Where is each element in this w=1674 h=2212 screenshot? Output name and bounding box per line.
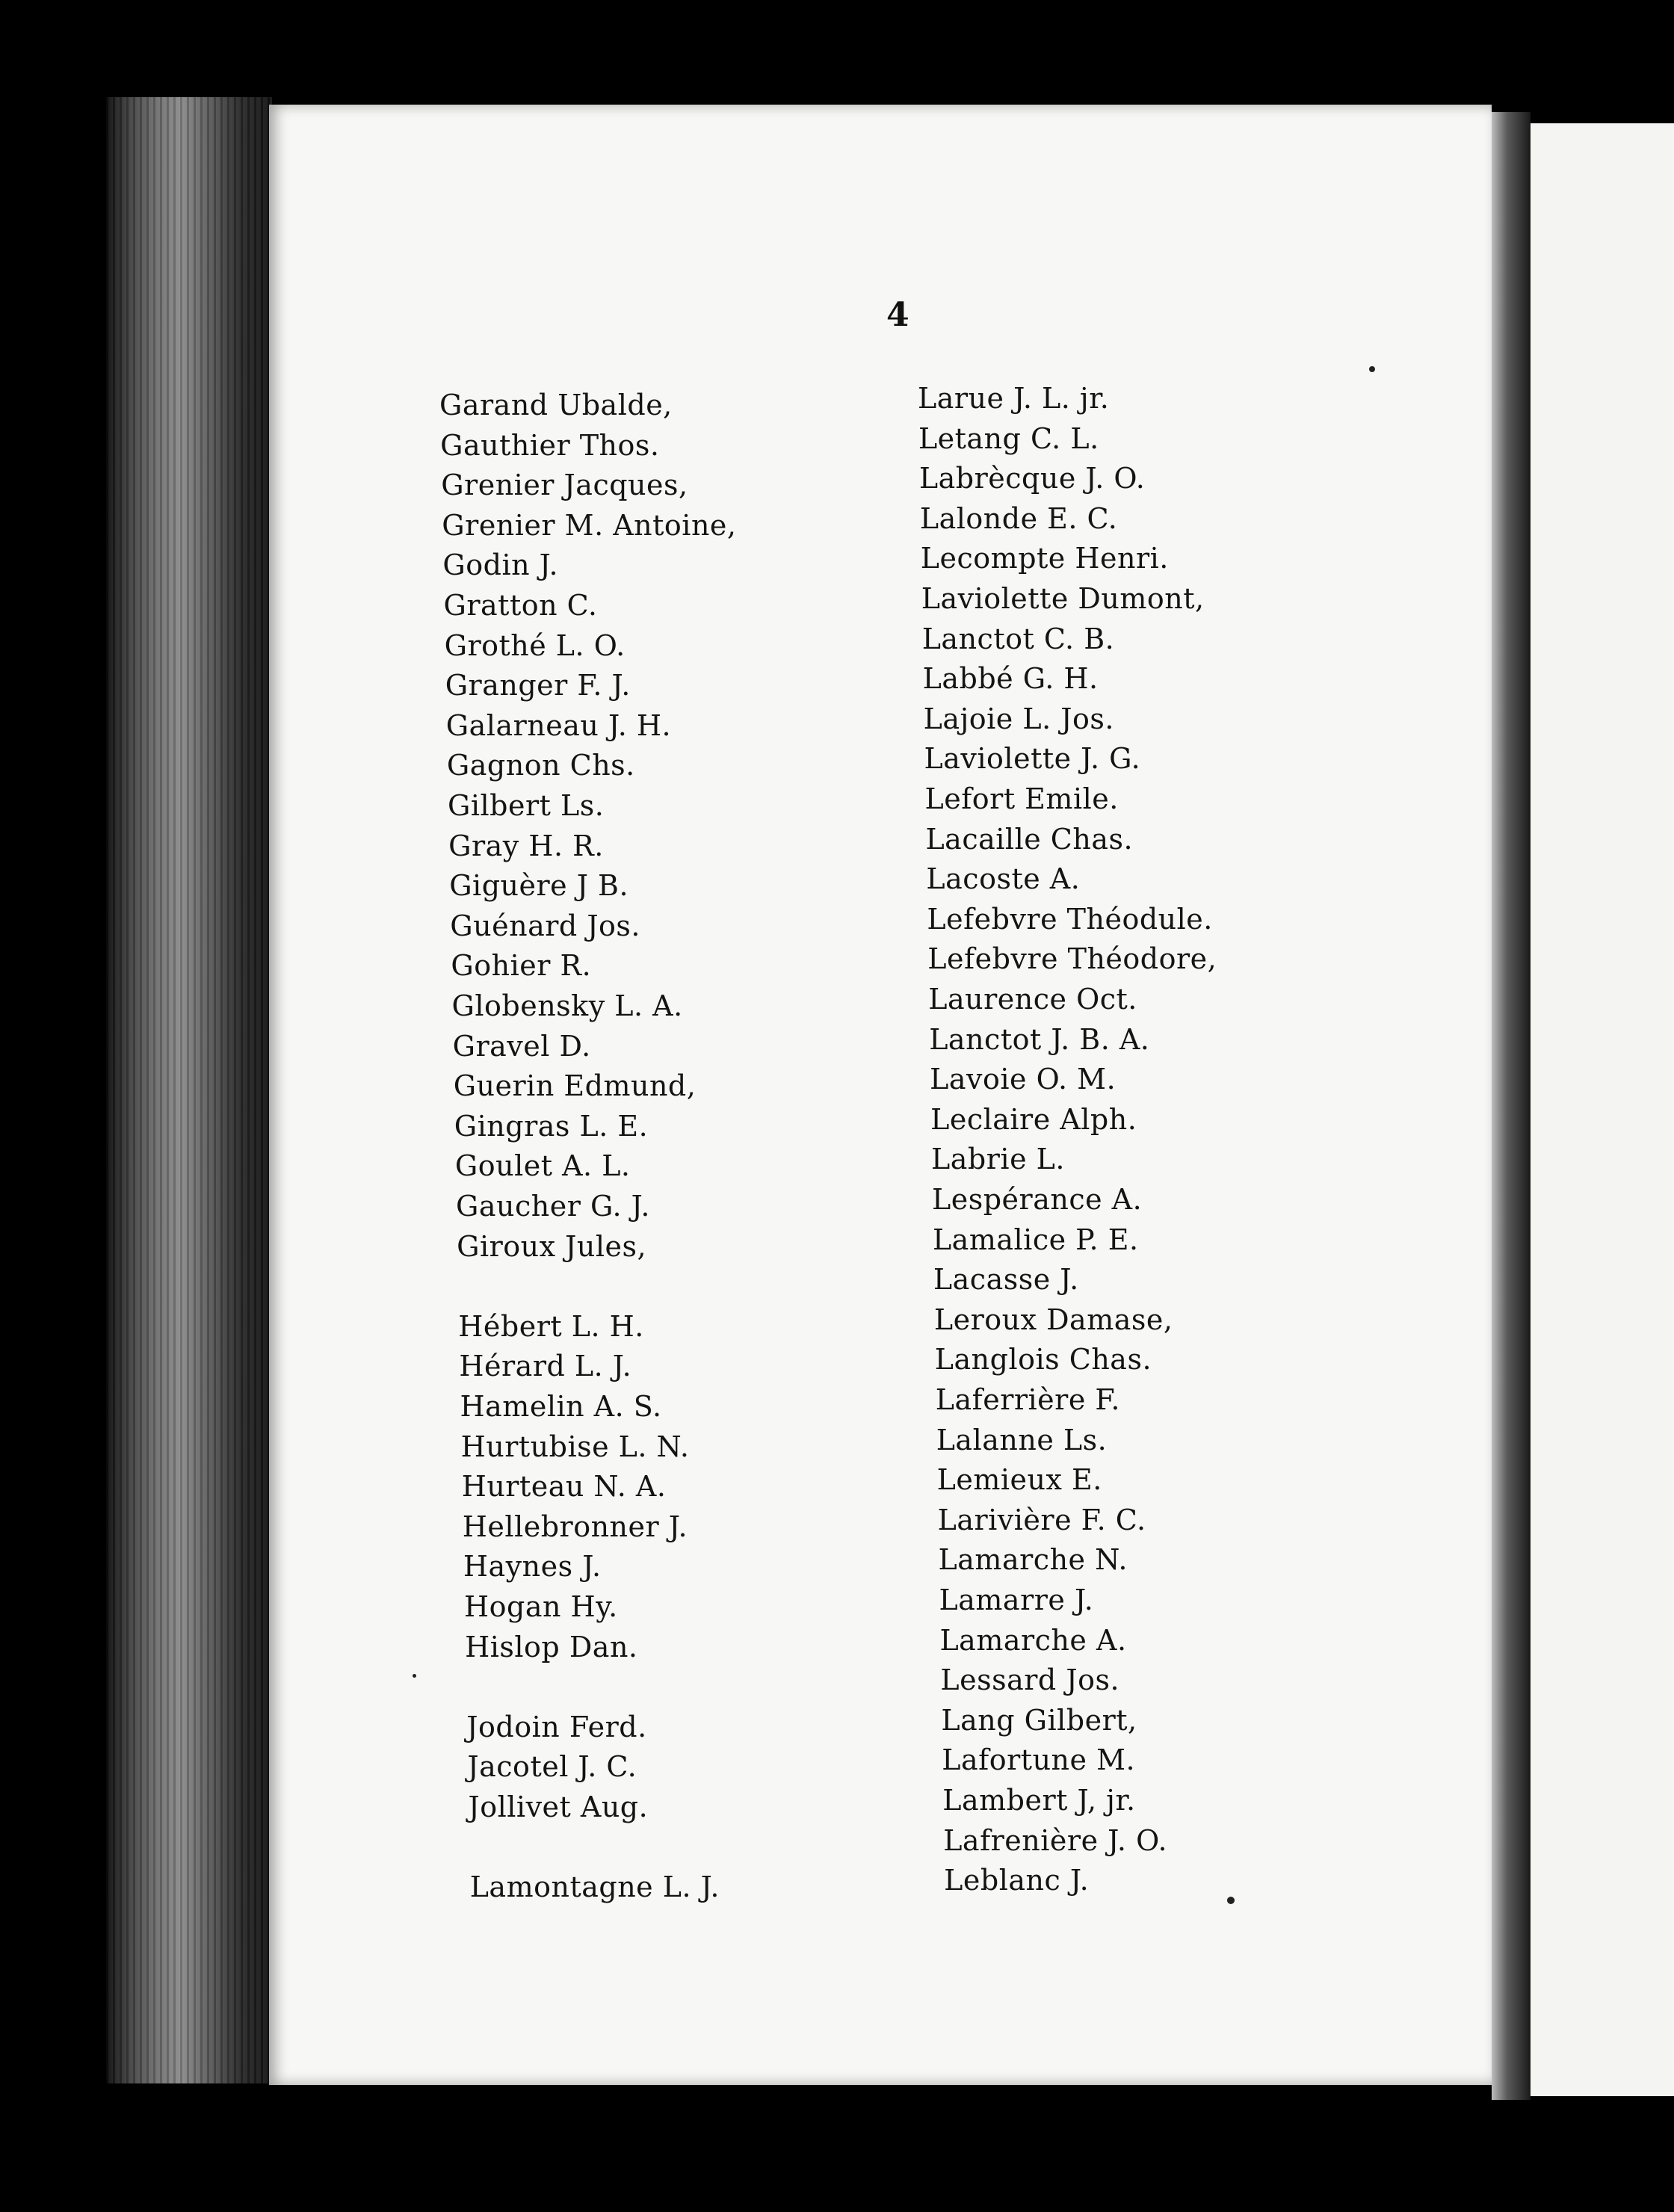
book-gutter bbox=[1492, 112, 1531, 2100]
name-entry: Jacotel J. C. bbox=[467, 1750, 637, 1784]
name-entry: Lalanne Ls. bbox=[936, 1423, 1108, 1456]
name-entry: Letang C. L. bbox=[918, 421, 1099, 455]
name-entry: Leblanc J. bbox=[944, 1864, 1090, 1897]
name-entry: Grenier M. Antoine, bbox=[442, 508, 737, 542]
name-entry: Grothé L. O. bbox=[444, 628, 626, 662]
name-entry: Hurteau N. A. bbox=[461, 1470, 667, 1504]
name-entry: Jollivet Aug. bbox=[468, 1791, 649, 1823]
name-entry: Goulet A. L. bbox=[454, 1149, 631, 1183]
name-entry: Guerin Edmund, bbox=[453, 1069, 697, 1103]
name-entry: Guénard Jos. bbox=[450, 909, 641, 942]
name-entry: Hogan Hy. bbox=[464, 1590, 618, 1623]
name-entry: Lamarche N. bbox=[938, 1543, 1128, 1577]
name-entry: Lefebvre Théodule. bbox=[927, 902, 1213, 936]
name-entry: Lacasse J. bbox=[933, 1263, 1079, 1297]
name-entry: Gray H. R. bbox=[448, 829, 604, 862]
name-entry: Garand Ubalde, bbox=[439, 389, 673, 421]
print-speck bbox=[413, 1674, 416, 1678]
name-entry: Labbé G. H. bbox=[922, 662, 1099, 696]
book-page-edges bbox=[106, 97, 272, 2083]
name-entry: Lecompte Henri. bbox=[920, 542, 1169, 575]
name-entry: Labrie L. bbox=[931, 1143, 1065, 1176]
name-entry: Hislop Dan. bbox=[465, 1630, 638, 1663]
name-entry: Laviolette J. G. bbox=[924, 742, 1141, 776]
name-entry: Lamalice P. E. bbox=[932, 1223, 1139, 1256]
name-entry: Hellebronner J. bbox=[462, 1510, 688, 1543]
name-entry: Haynes J. bbox=[463, 1550, 602, 1584]
name-entry: Lamarche A. bbox=[939, 1623, 1127, 1657]
name-entry: Gauthier Thos. bbox=[440, 428, 660, 462]
name-entry: Lavoie O. M. bbox=[930, 1063, 1116, 1096]
name-entry: Gravel D. bbox=[452, 1029, 591, 1063]
print-speck bbox=[1369, 366, 1375, 372]
name-entry: Gohier R. bbox=[451, 949, 592, 983]
name-entry: Galarneau J. H. bbox=[445, 708, 672, 742]
name-entry: Lang Gilbert, bbox=[941, 1703, 1137, 1737]
name-entry: Larivière F. C. bbox=[937, 1503, 1146, 1536]
name-entry: Lanctot J. B. A. bbox=[929, 1022, 1150, 1056]
name-entry: Gaucher G. J. bbox=[456, 1190, 650, 1223]
name-entry: Lafortune M. bbox=[942, 1743, 1136, 1777]
name-entry: Labrècque J. O. bbox=[918, 462, 1146, 495]
name-entry: Lemieux E. bbox=[936, 1463, 1102, 1497]
name-entry: Grenier Jacques, bbox=[441, 469, 688, 502]
name-entry: Gilbert Ls. bbox=[448, 789, 605, 822]
name-entry: Granger F. J. bbox=[445, 669, 631, 702]
name-entry: Lacoste A. bbox=[926, 862, 1081, 896]
print-speck bbox=[1227, 1897, 1235, 1904]
name-entry: Hurtubise L. N. bbox=[460, 1430, 690, 1463]
name-entry: Lambert J, jr. bbox=[942, 1784, 1136, 1817]
name-entry: Lessard Jos. bbox=[940, 1663, 1120, 1697]
name-entry: Lajoie L. Jos. bbox=[923, 702, 1114, 735]
name-entry: Hamelin A. S. bbox=[460, 1390, 662, 1423]
name-entry: Lamarre J. bbox=[939, 1584, 1094, 1616]
name-entry: Lamontagne L. J. bbox=[469, 1870, 720, 1904]
name-entry: Leroux Damase, bbox=[933, 1303, 1173, 1336]
page-number: 4 bbox=[886, 296, 909, 334]
name-entry: Giguère J B. bbox=[449, 869, 629, 903]
name-entry: Langlois Chas. bbox=[934, 1343, 1152, 1377]
name-entry: Laferrière F. bbox=[935, 1383, 1120, 1416]
name-entry: Lefort Emile. bbox=[924, 782, 1119, 815]
name-entry: Gingras L. E. bbox=[454, 1109, 649, 1143]
name-entry: Giroux Jules, bbox=[457, 1229, 647, 1263]
name-entry: Jodoin Ferd. bbox=[466, 1710, 647, 1743]
name-entry: Hérard L. J. bbox=[459, 1350, 632, 1383]
name-entry: Hébert L. H. bbox=[458, 1309, 644, 1343]
name-entry: Godin J. bbox=[442, 549, 559, 582]
name-entry: Globensky L. A. bbox=[451, 989, 683, 1022]
name-entry: Gagnon Chs. bbox=[446, 749, 635, 782]
name-entry: Gratton C. bbox=[443, 589, 598, 622]
name-entry: Lefebvre Théodore, bbox=[927, 942, 1217, 976]
name-entry: Lanctot C. B. bbox=[921, 622, 1115, 655]
name-entry: Lalonde E. C. bbox=[919, 501, 1118, 535]
name-entry: Lafrenière J. O. bbox=[943, 1823, 1168, 1857]
name-entry: Larue J. L. jr. bbox=[918, 382, 1110, 415]
name-entry: Laviolette Dumont, bbox=[921, 582, 1205, 615]
name-entry: Lacaille Chas. bbox=[925, 822, 1134, 856]
name-entry: Laurence Oct. bbox=[928, 983, 1137, 1016]
facing-page-edge bbox=[1531, 123, 1674, 2096]
name-entry: Lespérance A. bbox=[932, 1183, 1143, 1216]
name-entry: Leclaire Alph. bbox=[930, 1102, 1137, 1136]
